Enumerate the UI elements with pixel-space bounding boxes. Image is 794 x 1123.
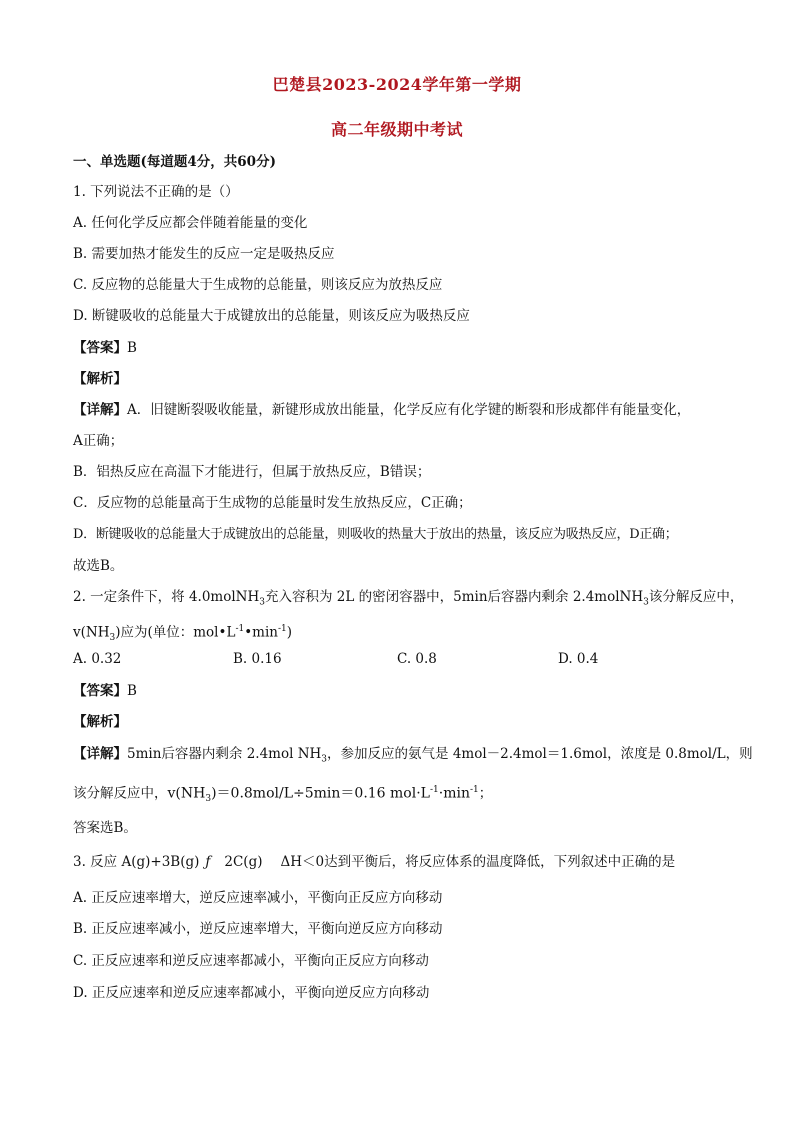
q1-detail-tag: 【详解】 [73, 402, 127, 418]
q2-option-c: C. 0.8 [397, 651, 437, 667]
q1-detail-line-2: A正确； [73, 433, 124, 449]
q2-option-a: A. 0.32 [73, 651, 122, 667]
q3-option-c: C. 正反应速率和逆反应速率都减小，平衡向正反应方向移动 [73, 953, 429, 969]
q2-formula-b: )＝0.8mol/L÷5min＝0.16 mol·L [211, 785, 430, 802]
q1-option-c: C. 反应物的总能量大于生成物的总能量，则该反应为放热反应 [73, 277, 443, 293]
title-line-1: 巴楚县2023-2024学年第一学期 [272, 75, 522, 94]
q3-stem-a: 3. 反应 A(g)+3B(g) [73, 854, 200, 870]
q3-option-b: B. 正反应速率减小，逆反应速率增大，平衡向逆反应方向移动 [73, 921, 443, 937]
q1-stem: 1. 下列说法不正确的是（） [73, 184, 239, 200]
q1-answer-value: B [127, 340, 137, 356]
q3-stem-b: 2C(g) [224, 854, 263, 870]
q2-answer-tag: 【答案】 [73, 683, 127, 699]
q2-option-b: B. 0.16 [233, 651, 282, 667]
q1-answer [73, 339, 137, 357]
q2-detail-line-2 [73, 781, 492, 808]
q2-formula-c: ·min [438, 785, 470, 802]
q2-formula-sup-1: -1 [429, 785, 439, 795]
q2-detail-2a: 该分解反应中， [73, 785, 168, 802]
q2-detail-1-sub: 3 [321, 754, 328, 765]
q2-detail-1a: 5min后容器内剩余 2.4mol NH [127, 746, 322, 762]
q1-detail-line-3: B．铝热反应在高温下才能进行，但属于放热反应，B错误； [73, 464, 431, 480]
q2-detail-tag: 【详解】 [73, 746, 127, 762]
q1-option-a: A. 任何化学反应都会伴随着能量的变化 [73, 215, 308, 231]
q2-unit-sup-2: -1 [278, 624, 287, 634]
section-heading: 一、单选题(每道题4分，共60分) [73, 154, 276, 170]
q1-detail-line-4: C．反应物的总能量高于生成物的总能量时发生放热反应，C正确； [73, 495, 472, 511]
q3-option-d: D. 正反应速率和逆反应速率都减小，平衡向逆反应方向移动 [73, 985, 430, 1001]
q2-formula-sub: 3 [205, 794, 212, 805]
q1-detail-line-5: D．断键吸收的总能量大于成键放出的总能量，则吸收的热量大于放出的热量，该反应为吸热反应，D正确； [73, 527, 678, 542]
q3-option-a: A. 正反应速率增大，逆反应速率减小，平衡向正反应方向移动 [73, 890, 443, 906]
q3-equilibrium-symbol: ƒ [205, 854, 211, 870]
q2-formula-sup-2: -1 [469, 785, 479, 795]
q2-unit-c: •min [244, 624, 278, 641]
q2-formula-a: v(NH [167, 785, 206, 802]
q2-formula-end: ； [478, 785, 493, 802]
q2-answer-value: B [127, 683, 137, 699]
q2-unit-sub: 3 [109, 633, 116, 644]
q2-option-d: D. 0.4 [558, 651, 599, 667]
q1-option-b: B. 需要加热才能发生的反应一定是吸热反应 [73, 246, 335, 262]
q1-detail-line-1 [73, 401, 690, 419]
q1-analysis-tag: 【解析】 [73, 371, 127, 387]
title-line-2: 高二年级期中考试 [330, 120, 463, 139]
q1-answer-tag: 【答案】 [73, 340, 127, 356]
q2-stem-b: 充入容积为 2L 的密闭容器中，5min后容器内剩余 2.4molNH [265, 589, 644, 605]
q2-stem-sub-2: 3 [643, 597, 649, 608]
q2-unit-sup-1: -1 [235, 624, 245, 634]
q2-unit-b: )应为(单位：mol•L [115, 624, 236, 641]
q2-analysis-tag: 【解析】 [73, 714, 127, 730]
q2-detail-line-1 [73, 745, 753, 769]
q2-unit-a: v(NH [73, 624, 110, 641]
q2-stem-c: 该分解反应中， [648, 589, 744, 605]
q2-stem-line-2 [73, 620, 292, 647]
q2-stem-sub-1: 3 [259, 597, 265, 608]
q3-stem-c: ΔH＜0达到平衡后，将反应体系的温度降低，下列叙述中正确的是 [280, 854, 676, 870]
q2-answer [73, 682, 137, 700]
q1-option-d: D. 断键吸收的总能量大于成键放出的总能量，则该反应为吸热反应 [73, 308, 470, 324]
q2-detail-1b: ，参加反应的氨气是 4mol－2.4mol＝1.6mol，浓度是 0.8mol/L，则 [327, 746, 753, 762]
q2-stem-a: 2. 一定条件下，将 4.0molNH [73, 589, 260, 605]
q1-detail-line-6: 故选B。 [73, 558, 124, 574]
q2-unit-d: ) [286, 624, 293, 641]
q2-detail-line-3: 答案选B。 [73, 820, 137, 836]
q2-stem-line-1 [73, 588, 743, 612]
q1-detail-text-1: A．旧键断裂吸收能量，新键形成放出能量，化学反应有化学键的断裂和形成都伴有能量变化， [127, 402, 691, 418]
q3-stem [73, 853, 675, 871]
